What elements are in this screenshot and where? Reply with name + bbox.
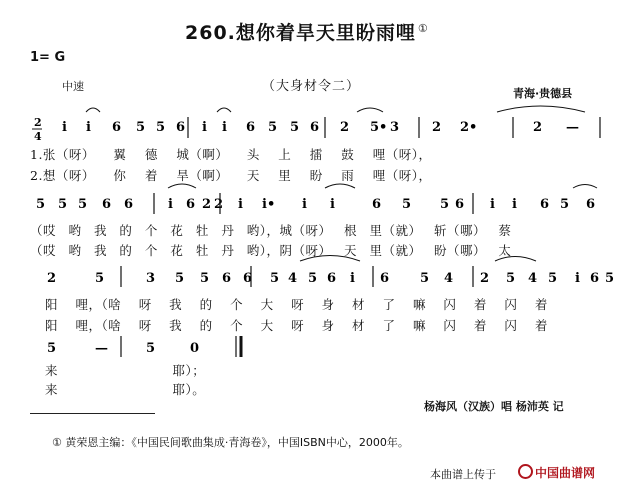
note: 6 (586, 197, 596, 212)
note: 5 (268, 120, 278, 135)
logo-text: 中国曲谱网 (535, 466, 596, 480)
note: 5 (95, 271, 105, 286)
note: 3 (146, 271, 156, 286)
note: 4 (528, 271, 538, 286)
footnote-rule (30, 413, 155, 414)
note: 5 (440, 197, 450, 212)
note: 6 (327, 271, 337, 286)
note: i (575, 271, 580, 286)
note: 5 (136, 120, 146, 135)
note: 2 (47, 271, 57, 286)
upload-notice: 本曲谱上传于 (430, 468, 496, 481)
note: 6 (590, 271, 600, 286)
note: 6 (176, 120, 186, 135)
note: 6 (380, 271, 390, 286)
note: 5 (270, 271, 280, 286)
note: 5 (146, 341, 156, 356)
note: i (302, 197, 307, 212)
note: 6 (222, 271, 232, 286)
note: 2 (533, 120, 543, 135)
note: — (95, 341, 108, 356)
note: 6 (102, 197, 112, 212)
note: 2 (480, 271, 490, 286)
note: 5 (200, 271, 210, 286)
note: 5 (290, 120, 300, 135)
note: 5• (370, 120, 388, 135)
note: 2• (460, 120, 478, 135)
note: i (86, 120, 91, 135)
note: 5 (156, 120, 166, 135)
verse1-line4: 来 耶）； (45, 363, 206, 378)
note: 6 (243, 271, 253, 286)
verse2-line1: 2.想（呀） 你 着 旱（啊） 天 里 盼 雨 哩（呀）， (30, 168, 432, 183)
note: 5 (506, 271, 516, 286)
note: 6 (540, 197, 550, 212)
note: 5 (78, 197, 88, 212)
verse1-line1: 1.张（呀） 翼 德 城（啊） 头 上 擂 鼓 哩（呀）， (30, 147, 432, 162)
note: i (222, 120, 227, 135)
note: 5 (175, 271, 185, 286)
note: — (566, 120, 579, 135)
credits: 杨海风（汉族）唱 杨沛英 记 (424, 400, 564, 413)
region-label: 青海·贵德县 (513, 87, 573, 100)
verse1-line2: （哎 哟 我 的 个 花 牡 丹 哟），城（呀） 根 里（就） 斩（哪） 蔡 (30, 223, 512, 238)
note: i• (262, 197, 276, 212)
note: 4 (444, 271, 454, 286)
note: i (238, 197, 243, 212)
note: 5 (308, 271, 318, 286)
note: i (512, 197, 517, 212)
tune-name: （大身材令二） (262, 79, 361, 94)
verse1-line3: 阳 哩，（啥 呀 我 的 个 大 呀 身 材 了 嘛 闪 着 闪 着 (45, 297, 548, 312)
note: 2 (214, 197, 224, 212)
note: i (330, 197, 335, 212)
note: 5 (560, 197, 570, 212)
note: 4 (288, 271, 298, 286)
note: 2 (202, 197, 212, 212)
time-sig-top: 2 (34, 116, 42, 129)
note: 6 (455, 197, 465, 212)
verse2-line4: 来 耶）。 (45, 382, 206, 397)
footnote: ① 黄荣恩主编：《中国民间歌曲集成·青海卷》，中国ISBN中心，2000年。 (52, 436, 409, 449)
note: 2 (340, 120, 350, 135)
note: 5 (58, 197, 68, 212)
key-signature: 1= G (30, 50, 66, 65)
note: i (202, 120, 207, 135)
note: 6 (310, 120, 320, 135)
note: 5 (402, 197, 412, 212)
note: 5 (605, 271, 615, 286)
note: 3 (390, 120, 400, 135)
title-footnote-marker: ① (417, 21, 429, 35)
note: 6 (112, 120, 122, 135)
note: 2 (432, 120, 442, 135)
note: 5 (420, 271, 430, 286)
note: 6 (124, 197, 134, 212)
logo-icon (518, 464, 533, 479)
time-sig-bottom: 4 (34, 130, 42, 143)
note: i (350, 271, 355, 286)
verse2-line3: 阳 哩，（啥 呀 我 的 个 大 呀 身 材 了 嘛 闪 着 闪 着 (45, 318, 548, 333)
note: 6 (246, 120, 256, 135)
note: i (168, 197, 173, 212)
note: 5 (548, 271, 558, 286)
note: 5 (47, 341, 57, 356)
note: 6 (186, 197, 196, 212)
note: 0 (190, 341, 200, 356)
note: 6 (372, 197, 382, 212)
tempo-marking: 中速 (62, 80, 84, 93)
note: 5 (36, 197, 46, 212)
verse2-line2: （哎 哟 我 的 个 花 牡 丹 哟），阴（呀） 天 里（就） 盼（哪） 太 (30, 243, 512, 258)
site-logo (518, 464, 595, 481)
note: i (490, 197, 495, 212)
note: i (62, 120, 67, 135)
song-title: 260.想你着旱天里盼雨哩 ① (185, 21, 429, 44)
